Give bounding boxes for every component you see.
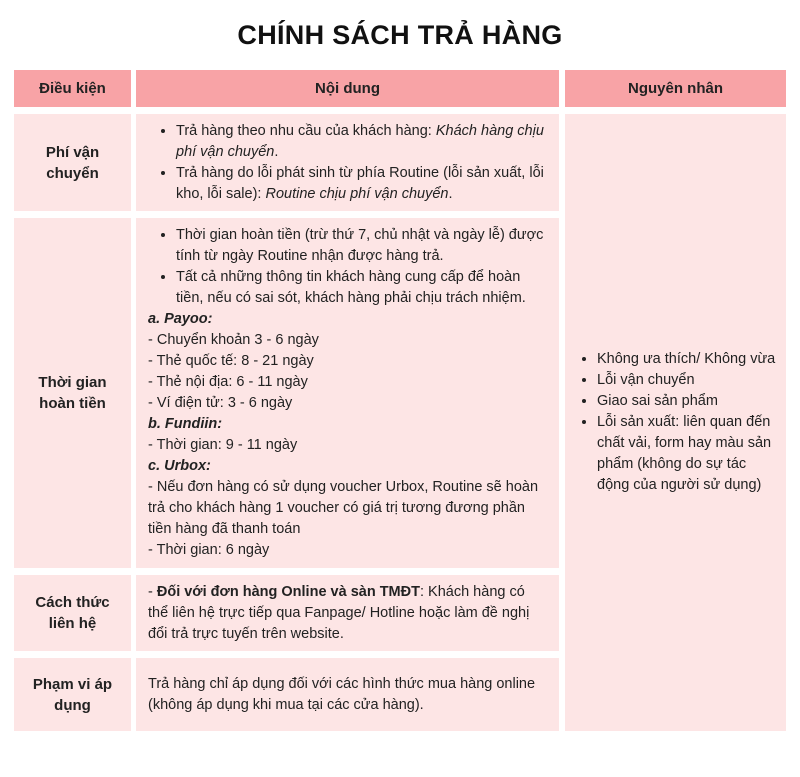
payoo-line: - Chuyển khoản 3 - 6 ngày — [148, 332, 319, 348]
payoo-line: - Ví điện tử: 3 - 6 ngày — [148, 395, 293, 411]
payoo-line: - Thẻ quốc tế: 8 - 21 ngày — [148, 353, 314, 369]
contact-bold: Đối với đơn hàng Online và sàn TMĐT — [156, 583, 420, 600]
refund-list — [148, 225, 547, 309]
content-refund-time — [136, 218, 559, 568]
urbox-line-1: - Nếu đơn hàng có sử dụng voucher Urbox, Routine sẽ hoàn trả cho khách hàng 1 voucher có giá trị tương đương phần tiền hàng đã thanh toán — [148, 479, 539, 537]
content-reasons — [565, 114, 786, 731]
shipping-bullet-2-end: . — [448, 185, 453, 202]
scope-text: Trả hàng chỉ áp dụng đối với các hình thức mua hàng online (không áp dụng khi mua tại các cửa hàng). — [148, 675, 536, 713]
list-item: • Giao sai sản phẩm — [597, 391, 778, 412]
content-shipping-fee — [136, 114, 559, 211]
label-shipping-fee: Phí vận chuyển — [14, 114, 131, 211]
list-item: • Tất cả những thông tin khách hàng cung cấp để hoàn tiền, nếu có sai sót, khách hàng phải chịu trách nhiệm. — [176, 267, 547, 309]
page-title: CHÍNH SÁCH TRẢ HÀNG — [237, 20, 563, 50]
header-condition: Điều kiện — [14, 70, 131, 107]
content-scope — [136, 658, 559, 731]
label-scope: Phạm vi áp dụng — [14, 658, 131, 731]
shipping-bullet-1-text: Trả hàng theo nhu cầu của khách hàng: — [176, 122, 436, 139]
fundiin-line: - Thời gian: 9 - 11 ngày — [148, 437, 298, 453]
shipping-bullet-1-emphasis: Khách hàng chịu phí vận chuyển — [176, 122, 544, 160]
payoo-line: - Thẻ nội địa: 6 - 11 ngày — [148, 374, 308, 390]
fundiin-title: b. Fundiin: — [148, 416, 223, 432]
shipping-bullet-1-end: . — [274, 143, 279, 160]
shipping-fee-list — [148, 121, 547, 205]
urbox-line-2: - Thời gian: 6 ngày — [148, 542, 270, 558]
list-item: • Lỗi vận chuyển — [597, 370, 778, 391]
list-item: • Thời gian hoàn tiền (trừ thứ 7, chủ nhật và ngày lễ) được tính từ ngày Routine nhận được hàng trả. — [176, 225, 547, 267]
urbox-title: c. Urbox: — [148, 458, 211, 474]
shipping-bullet-2-text: Trả hàng do lỗi phát sinh từ phía Routine (lỗi sản xuất, lỗi kho, lỗi sale): — [176, 164, 544, 202]
payoo-title: a. Payoo: — [148, 311, 213, 327]
shipping-bullet-2-emphasis: Routine chịu phí vận chuyển — [265, 185, 449, 202]
contact-body: : Khách hàng có thể liên hệ trực tiếp qua Fanpage/ Hotline hoặc làm đề nghị đổi trả trực tuyến trên website. — [148, 583, 530, 642]
list-item — [176, 163, 547, 205]
list-item — [176, 121, 547, 163]
header-reason: Nguyên nhân — [565, 70, 786, 107]
contact-text — [148, 582, 547, 645]
contact-prefix: - — [148, 583, 157, 600]
label-contact-method: Cách thức liên hệ — [14, 575, 131, 651]
header-content: Nội dung — [136, 70, 559, 107]
label-refund-time: Thời gian hoàn tiền — [14, 218, 131, 568]
list-item: • Lỗi sản xuất: liên quan đến chất vải, form hay màu sản phẩm (không do sự tác động của người sử dụng) — [597, 412, 778, 496]
list-item: • Không ưa thích/ Không vừa — [597, 349, 778, 370]
reason-list — [575, 349, 778, 496]
content-contact-method — [136, 575, 559, 651]
